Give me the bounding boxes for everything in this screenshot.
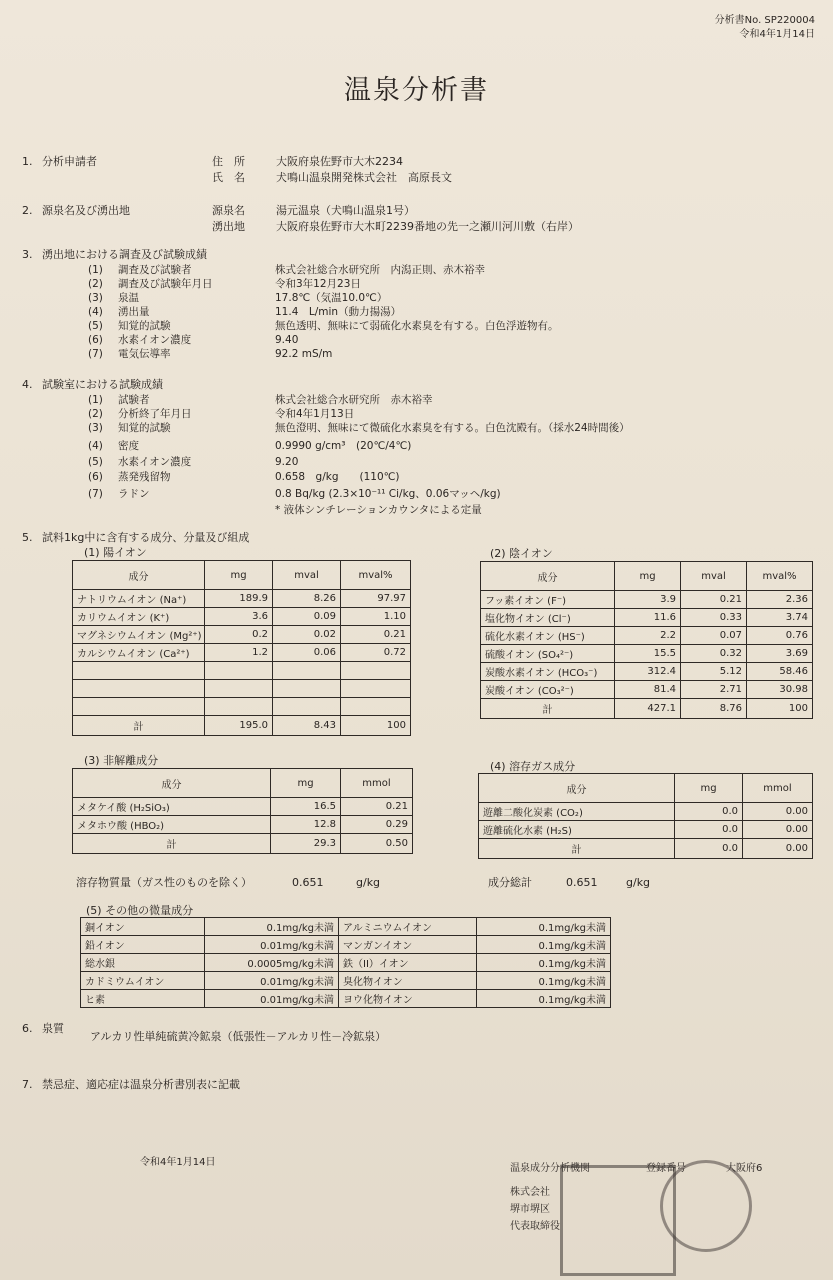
column-header: mg [615,562,681,591]
dissolved-gas-table [478,773,813,859]
section-1-title: 分析申請者 [42,155,97,168]
list-item-no: (6) [88,334,103,346]
list-item-label: 水素イオン濃度 [118,456,192,468]
applicant-address-label: 住 所 [212,155,245,168]
mval-value: 0.32 [681,645,747,663]
table-row [73,626,411,644]
list-item-label: 湧出量 [118,306,150,318]
list-item-value: 17.8℃（気温10.0℃） [275,292,388,304]
trace-value: 0.01mg/kg未満 [205,972,339,990]
spring-quality-value: アルカリ性単純硫黄冷鉱泉（低張性－アルカリ性－冷鉱泉） [90,1030,387,1043]
component-name: 臭化物イオン [339,972,477,990]
list-item-no: (5) [88,456,103,468]
mmol-value: 0.00 [743,803,813,821]
component-name: マンガンイオン [339,936,477,954]
dissolved-gas-caption: (4) 溶存ガス成分 [490,760,576,773]
source-location: 大阪府泉佐野市大木町2239番地の先一之瀬川河川敷（右岸） [276,220,579,233]
component-name: アルミニウムイオン [339,918,477,936]
mg-value: 12.8 [271,816,341,834]
mval-percent: 0.76 [747,627,813,645]
list-item-label: 知覚的試験 [118,320,171,332]
mg-total: 195.0 [205,716,273,736]
table-row [81,972,611,990]
table-header-row [479,774,813,803]
section-5-number: 5. [22,531,33,544]
trace-value: 0.0005mg/kg未満 [205,954,339,972]
component-name: 炭酸イオン (CO₃²⁻) [481,681,615,699]
company-stamp [560,1165,676,1276]
section-3-number: 3. [22,248,33,261]
list-item-no: (4) [88,306,103,318]
table-row [73,590,411,608]
section-4-number: 4. [22,378,33,391]
mval-value: 0.06 [273,644,341,662]
page-title: 温泉分析書 [344,75,489,106]
list-item-value: 無色澄明、無味にて微硫化水素臭を有する。白色沈殿有。（採水24時間後） [275,422,630,434]
trace-value: 0.01mg/kg未満 [205,936,339,954]
column-header: mg [205,561,273,590]
list-item-value: 令和3年12月23日 [275,278,361,290]
component-name: マグネシウムイオン (Mg²⁺) [73,626,205,644]
section-6-number: 6. [22,1022,33,1035]
column-header: 成分 [73,769,271,798]
anion-table [480,561,813,719]
source-name-label: 源泉名 [212,204,245,217]
mg-value: 0.0 [675,821,743,839]
list-item-label: 試験者 [118,394,150,406]
trace-table [80,917,611,1008]
cation-table [72,560,411,736]
applicant-name: 犬鳴山温泉開発株式会社 高原長文 [276,171,452,184]
table-row [481,663,813,681]
mval-percent: 58.46 [747,663,813,681]
component-total-value: 0.651 [566,876,598,889]
document-number: 分析書No. SP220004 [714,15,815,26]
table-row [81,918,611,936]
table-row [481,681,813,699]
mg-value: 2.2 [615,627,681,645]
table-header-row [73,561,411,590]
empty-row [73,698,411,716]
list-item-no: (5) [88,320,103,332]
mval-value: 8.26 [273,590,341,608]
company-seal [660,1160,752,1252]
mval-value: 2.71 [681,681,747,699]
list-item-label: 水素イオン濃度 [118,334,192,346]
mval-percent: 0.72 [341,644,411,662]
column-header: 成分 [73,561,205,590]
analysis-institution-label: 温泉成分分析機関 [510,1163,590,1174]
mg-value: 1.2 [205,644,273,662]
list-item-value: 無色透明、無味にて弱硫化水素臭を有する。白色浮遊物有。 [275,320,559,332]
section-6-title: 泉質 [42,1022,64,1035]
radon-method-note: * 液体シンチレーションカウンタによる定量 [275,504,482,516]
column-header: mmol [341,769,413,798]
table-row [481,591,813,609]
mval-percent-total: 100 [341,716,411,736]
registration-value: 大阪府6 [726,1163,763,1174]
list-item-value: 令和4年1月13日 [275,408,355,420]
component-name: 遊離二酸化炭素 (CO₂) [479,803,675,821]
component-name: メタケイ酸 (H₂SiO₃) [73,798,271,816]
mmol-value: 0.21 [341,798,413,816]
mg-value: 11.6 [615,609,681,627]
table-row [73,798,413,816]
applicant-address: 大阪府泉佐野市大木2234 [276,155,403,168]
section-2-title: 源泉名及び湧出地 [42,204,130,217]
list-item-label: 知覚的試験 [118,422,171,434]
mval-percent: 3.74 [747,609,813,627]
column-header: mval [273,561,341,590]
column-header: mval% [747,562,813,591]
list-item-no: (7) [88,488,103,500]
list-item-label: 泉温 [118,292,139,304]
address-line: 堺市堺区 [510,1204,550,1215]
mval-percent-total: 100 [747,699,813,719]
mg-value: 81.4 [615,681,681,699]
mg-value: 3.9 [615,591,681,609]
table-row [73,608,411,626]
column-header: mval [681,562,747,591]
mval-percent: 2.36 [747,591,813,609]
mval-value: 5.12 [681,663,747,681]
mg-value: 15.5 [615,645,681,663]
table-row [481,609,813,627]
component-name: 鉄（II）イオン [339,954,477,972]
component-name: 炭酸水素イオン (HCO₃⁻) [481,663,615,681]
mg-value: 189.9 [205,590,273,608]
table-row [73,644,411,662]
total-row [479,839,813,859]
list-item-value: 11.4 L/min（動力揚湯） [275,306,402,318]
mval-value: 0.09 [273,608,341,626]
table-header-row [481,562,813,591]
column-header: mval% [341,561,411,590]
component-name: ナトリウムイオン (Na⁺) [73,590,205,608]
component-name: ヒ素 [81,990,205,1008]
table-row [73,816,413,834]
trace-caption: (5) その他の微量成分 [86,904,194,917]
mg-value: 0.0 [675,803,743,821]
component-name: 総水銀 [81,954,205,972]
nondissociated-caption: (3) 非解離成分 [84,754,159,767]
mmol-value: 0.00 [743,821,813,839]
component-name: カリウムイオン (K⁺) [73,608,205,626]
trace-value: 0.1mg/kg未満 [477,918,611,936]
total-row [73,834,413,854]
document-number-block [715,14,815,42]
list-item-value: 株式会社総合水研究所 内潟正則、赤木裕幸 [275,264,485,276]
list-item-value: 0.8 Bq/kg (2.3×10⁻¹¹ Ci/kg、0.06マッヘ/kg) [275,488,501,500]
table-header-row [73,769,413,798]
total-row [73,716,411,736]
list-item-label: 分析終了年月日 [118,408,192,420]
list-item-no: (3) [88,422,103,434]
mval-total: 8.43 [273,716,341,736]
component-name: カルシウムイオン (Ca²⁺) [73,644,205,662]
column-header: mg [271,769,341,798]
list-item-no: (4) [88,440,103,452]
list-item-value: 0.9990 g/cm³ (20℃/4℃) [275,440,412,452]
mval-value: 0.33 [681,609,747,627]
table-row [481,627,813,645]
component-name: ヨウ化物イオン [339,990,477,1008]
trace-value: 0.1mg/kg未満 [205,918,339,936]
document-date: 令和4年1月14日 [739,29,815,40]
mmol-total: 0.50 [341,834,413,854]
trace-value: 0.1mg/kg未満 [477,972,611,990]
list-item-value: 0.658 g/kg (110℃) [275,471,400,483]
section-1-number: 1. [22,155,33,168]
list-item-no: (2) [88,408,103,420]
section-7-title: 禁忌症、適応症は温泉分析書別表に記載 [42,1078,240,1091]
source-location-label: 湧出地 [212,220,245,233]
table-row [479,821,813,839]
list-item-no: (7) [88,348,103,360]
column-header: 成分 [479,774,675,803]
empty-row [73,680,411,698]
mmol-value: 0.29 [341,816,413,834]
list-item-value: 株式会社総合水研究所 赤木裕幸 [275,394,433,406]
column-header: mmol [743,774,813,803]
applicant-name-label: 氏 名 [212,171,245,184]
mval-total: 8.76 [681,699,747,719]
mval-percent: 30.98 [747,681,813,699]
dissolved-matter-label: 溶存物質量（ガス性のものを除く） [76,876,252,889]
mg-value: 312.4 [615,663,681,681]
list-item-label: 調査及び試験年月日 [118,278,213,290]
mval-percent: 3.69 [747,645,813,663]
component-name: 硫酸イオン (SO₄²⁻) [481,645,615,663]
total-label: 計 [73,834,271,854]
component-name: 銅イオン [81,918,205,936]
company-line: 株式会社 [510,1187,550,1198]
component-name: 塩化物イオン (Cl⁻) [481,609,615,627]
component-name: メタホウ酸 (HBO₂) [73,816,271,834]
empty-row [73,662,411,680]
total-row [481,699,813,719]
total-label: 計 [73,716,205,736]
mg-total: 29.3 [271,834,341,854]
list-item-value: 9.40 [275,334,299,346]
trace-value: 0.1mg/kg未満 [477,990,611,1008]
section-5-title: 試料1kg中に含有する成分、分量及び組成 [42,531,250,544]
component-total-label: 成分総計 [488,876,532,889]
component-name: 硫化水素イオン (HS⁻) [481,627,615,645]
section-7-number: 7. [22,1078,33,1091]
representative-line: 代表取締役 [510,1221,560,1232]
component-total-unit: g/kg [626,876,651,889]
component-name: カドミウムイオン [81,972,205,990]
list-item-no: (1) [88,264,103,276]
list-item-value: 9.20 [275,456,299,468]
mg-value: 0.2 [205,626,273,644]
table-row [81,990,611,1008]
section-2-number: 2. [22,204,33,217]
issue-date: 令和4年1月14日 [140,1157,216,1168]
list-item-value: 92.2 mS/m [275,348,333,360]
list-item-label: 電気伝導率 [118,348,171,360]
trace-value: 0.1mg/kg未満 [477,936,611,954]
total-label: 計 [479,839,675,859]
source-name: 湯元温泉（犬鳴山温泉1号） [276,204,415,217]
trace-value: 0.01mg/kg未満 [205,990,339,1008]
table-row [481,645,813,663]
dissolved-matter-value: 0.651 [292,876,324,889]
registration-label: 登録番号 [646,1163,686,1174]
mmol-total: 0.00 [743,839,813,859]
list-item-no: (1) [88,394,103,406]
list-item-label: ラドン [118,488,150,500]
component-name: 遊離硫化水素 (H₂S) [479,821,675,839]
component-name: 鉛イオン [81,936,205,954]
nondissociated-table [72,768,413,854]
trace-value: 0.1mg/kg未満 [477,954,611,972]
total-label: 計 [481,699,615,719]
mval-value: 0.07 [681,627,747,645]
mval-value: 0.21 [681,591,747,609]
section-4-title: 試験室における試験成績 [42,378,163,391]
list-item-no: (6) [88,471,103,483]
mg-total: 427.1 [615,699,681,719]
mg-value: 16.5 [271,798,341,816]
list-item-label: 密度 [118,440,139,452]
component-name: フッ素イオン (F⁻) [481,591,615,609]
table-row [81,936,611,954]
column-header: 成分 [481,562,615,591]
list-item-label: 蒸発残留物 [118,471,171,483]
list-item-label: 調査及び試験者 [118,264,192,276]
section-3-title: 湧出地における調査及び試験成績 [42,248,207,261]
table-row [479,803,813,821]
anion-caption: (2) 陰イオン [490,547,553,560]
mval-percent: 97.97 [341,590,411,608]
mval-percent: 0.21 [341,626,411,644]
dissolved-matter-unit: g/kg [356,876,381,889]
mg-value: 3.6 [205,608,273,626]
column-header: mg [675,774,743,803]
table-row [81,954,611,972]
mval-value: 0.02 [273,626,341,644]
mval-percent: 1.10 [341,608,411,626]
mg-total: 0.0 [675,839,743,859]
list-item-no: (2) [88,278,103,290]
list-item-no: (3) [88,292,103,304]
cation-caption: (1) 陽イオン [84,546,147,559]
